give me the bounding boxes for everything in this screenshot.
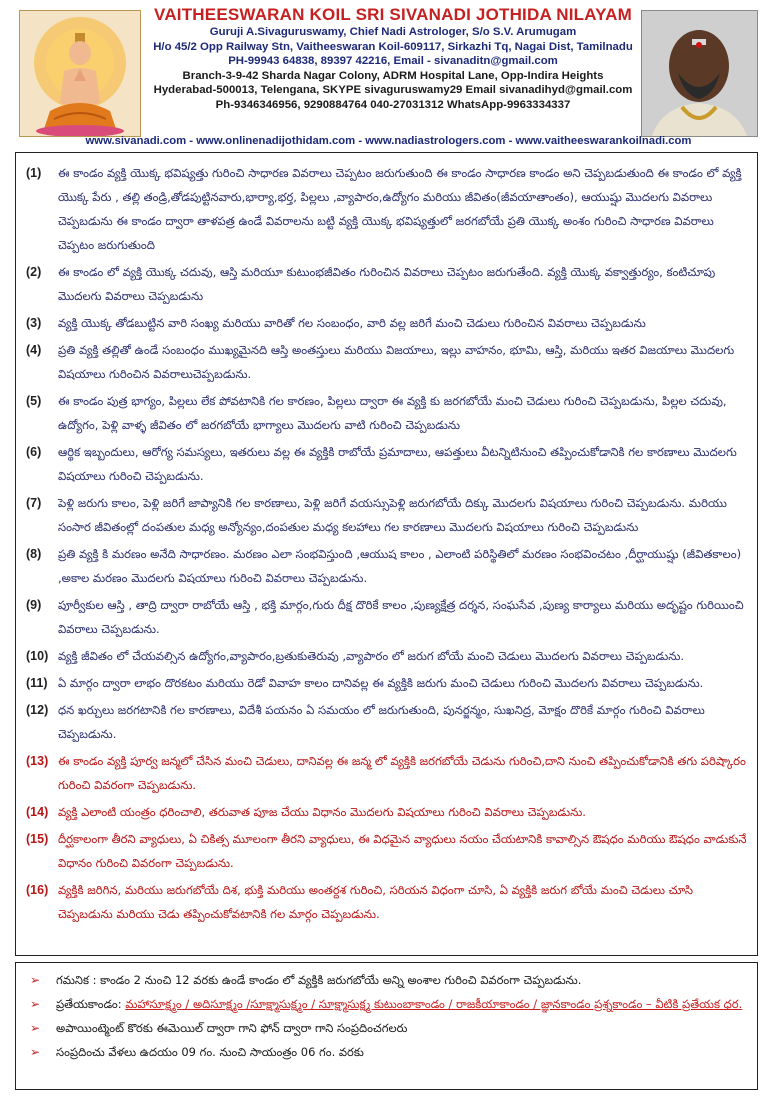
- item-text: ఏ మార్గం ద్వారా లాభం దొరకటం మరియు రెడో వివాహ కాలం దానివల్ల ఈ వ్యక్తికి జరుగు మంచి చెడులు గురించి మొదలగు వివరాలు చెప్పబడును.: [58, 676, 704, 690]
- header-title: VAITHEESWARAN KOIL SRI SIVANADI JOTHIDA NILAYAM: [154, 5, 632, 24]
- header-address-line: H/o 45/2 Opp Railway Stn, Vaitheeswaran Koil-609117, Sirkazhi Tq, Nagai Dist, Tamilnadu: [153, 40, 633, 53]
- item-text: వ్యక్తి ఎలాంటి యంత్రం ధరించాలి, తరువాత పూజ చేయు విధానం మొదలగు విషయాలు గురించి వివరాలు చెప్పబడును.: [58, 805, 586, 819]
- item-number: (12): [26, 703, 49, 717]
- item-text: ఈ కాండం లో వ్యక్తి యొక్క చదువు, ఆస్తి మరియూ కుటుంభజీవితం గురించిన వివరాలు చెప్పటం జరుగుతేంది. వ్యక్తి యొక్క వక్వాత్తుర్యం, కంటిచూపు మొదలగు వివరాలు చెప్పబడును: [58, 265, 716, 303]
- list-item: [26, 698, 747, 746]
- note-appointment: అపాయింట్మెంట్ కొరకు ఈమెయిల్ ద్వారా గాని ఫోన్ ద్వారా గాని సంప్రదించగలరు: [56, 1021, 408, 1035]
- arrow-bullet-icon: ➢: [30, 1045, 41, 1059]
- note-special-kandam: [56, 992, 747, 1016]
- item-text: పెళ్లి జరుగు కాలం, పెళ్లి జరిగే జాప్యానికి గల కారణాలు, పెళ్లి జరిగే వయస్సుపెళ్లి జరుగబోయే దిక్కు మొదలగు విషయాలు గురించి చెప్పబడును. మరియు సంసార జీవితంల్లో దంపతుల మధ్య అన్యోన్యం,దంపతుల మధ్య కలహాలు గల కారణాలు మొదలగు విషయాలు గురించి చెప్పబడును: [58, 496, 727, 534]
- item-number: (7): [26, 496, 42, 510]
- arrow-bullet-icon: ➢: [30, 1021, 41, 1035]
- list-item: [26, 311, 747, 335]
- item-text: ఆర్థిక ఇబ్బందులు, ఆరోగ్య సమస్యలు, ఇతరులు వల్ల ఈ వ్యక్తికి రాబోయే ప్రమాదాలు, ఆపత్తులు వీటన్నిటినుంచి తప్పించుకోడానికి గల కారణాలు మొదలగు విషయాలు గురించి చెప్పబడును.: [58, 445, 737, 483]
- list-item: [26, 389, 747, 437]
- header-hyderabad-line: Hyderabad-500013, Telengana, SKYPE sivaguruswamy29 Email sivanadihyd@gmail.com: [153, 84, 633, 97]
- header-guruji-line: Guruji A.Sivaguruswamy, Chief Nadi Astrologer, S/o S.V. Arumugam: [209, 26, 577, 38]
- item-number: (3): [26, 316, 42, 330]
- special-kandam-label: ప్రతేయకాండం:: [56, 997, 126, 1011]
- item-number: (6): [26, 445, 42, 459]
- item-number: (9): [26, 598, 42, 612]
- note-item: [30, 992, 747, 1016]
- item-text: ప్రతి వ్యక్తి తల్లితో ఉండే సంబంధం ముఖ్యమైనది ఆస్తి అంతస్తులు మరియు విజయాలు, ఇల్లు వాహనం, భూమి, ఆస్తి, మరియు ఇతర విజయాలు మొదలగు విషయాలు గురించిన వివరాలుచెప్పబడును.: [58, 343, 735, 381]
- list-item: [26, 644, 747, 668]
- item-number: (5): [26, 394, 42, 408]
- note-general: గమనిక : కాండం 2 నుంచి 12 వరకు ఉండే కాండం లో వ్యక్తికి జరుగబోయే అన్ని అంశాల గురించి వివరంగా చెప్పబడును.: [56, 973, 582, 987]
- arrow-bullet-icon: ➢: [30, 997, 41, 1011]
- item-number: (8): [26, 547, 42, 561]
- list-item: [26, 260, 747, 308]
- list-item: [26, 338, 747, 386]
- item-text: ప్రతి వ్యక్తి కి మరణం అనేది సాధారణం. మరణం ఎలా సంభవిస్తుంది ,ఆయుష కాలం , ఎలాంటి పరిస్థితిలో మరణం సంభవించటం ,దీర్ఘాయుష్షు (జీవితకాలం) ,అకాల మరణం మొదలగు విషయాలు గురించి వివరాలు చెప్పబడును.: [58, 547, 742, 585]
- header-branch-line: Branch-3-9-42 Sharda Nagar Colony, ADRM Hospital Lane, Opp-Indira Heights: [182, 69, 604, 82]
- list-item: [26, 161, 747, 257]
- item-text: దీర్ఘకాలంగా తీరని వ్యాధులు, ఏ చికిత్స మూలంగా తీరని వ్యాధులు, ఈ విధమైన వ్యాధులు నయం చేయటానికి కావాల్సిన ఔషధం మరియు ఔషధం వాడుకునే విధానం గురించి వివరంగా చెప్పబడును.: [58, 832, 747, 870]
- website-links: www.sivanadi.com - www.onlinenadijothidam.com - www.nadiastrologers.com - www.vaitheeswarankoilnadi.com: [85, 135, 692, 147]
- item-number: (16): [26, 883, 49, 897]
- header-text-block: [139, 4, 647, 113]
- arrow-bullet-icon: ➢: [30, 973, 41, 987]
- item-text: ఈ కాండం వ్యక్తి యొక్క భవిష్యత్తు గురించి సాధారణ వివరాలు చెప్పటం జరుగుతుంది ఈ కాండం సాధారణ కాండం అని చెప్పబడుతుంది ఈ కాండం లో వ్యక్తి యొక్క పేరు , తల్లి తండ్రి,తోడపుట్టినవారు,భార్యా,భర్త, పిల్లలు ,వ్యాపారం,ఉద్యోగం మరియు జీవితం(జీవయాతాంతం), ఆయుష్షు మొదలగు వివరాలు చెప్పబడును ఈ కాండం ద్వారా తాళపత్ర ఉండే వివరాలను బట్టి వ్యక్తి యొక్క భవిష్యత్తులో జరగబోయే ప్రతి యొక్క అంశం గురించి సాధారణ వివరాలు చెప్పటం జరుగుతుంది: [58, 166, 742, 252]
- list-item: [26, 440, 747, 488]
- deity-illustration: [20, 11, 140, 136]
- item-text: వ్యక్తి జీవితం లో చేయవల్సిన ఉద్యోగం,వ్యాపారం,బ్రతుకుతెరువు ,వ్యాపారం లో జరుగ బోయే మంచి చెడులు మొదలగు వివరాలు చెప్పబడును.: [58, 649, 685, 663]
- list-item: [26, 800, 747, 824]
- item-text: ధన ఖర్చులు జరగటానికి గల కారణాలు, విదేశీ పయనం ఏ సమయం లో జరుగుతుంది, పునర్జన్మం, సుఖనిద్ర, మోక్షం దొరికే మార్గం గురించి వివరాలు చెప్పబడును.: [58, 703, 705, 741]
- item-number: (2): [26, 265, 42, 279]
- list-item: [26, 491, 747, 539]
- item-number: (4): [26, 343, 42, 357]
- item-number: (13): [26, 754, 49, 768]
- astrologer-photo-image: [641, 10, 758, 137]
- notes-section: [15, 962, 758, 1090]
- page-header: [15, 0, 762, 140]
- list-item: [26, 749, 747, 797]
- item-number: (11): [26, 676, 48, 690]
- list-item: [26, 671, 747, 695]
- item-text: వ్యక్తికి జరిగిన, మరియు జరుగబోయే దిశ, భుక్తి మరియు అంతర్దశ గురించి, సరియన విధంగా చూసి, ఏ వ్యక్తికి జరుగ బోయే మంచి చెడులు చూసి చెప్పబడును మరియు చెడు తప్పించుకోవటానికి గల మార్గం చెప్పబడును.: [58, 883, 693, 921]
- header-branch-phone-line: Ph-9346346956, 9290884764 040-27031312 WhatsApp-9963334337: [215, 98, 571, 111]
- deity-portrait-image: [19, 10, 141, 137]
- kandam-list: [15, 152, 758, 956]
- header-phone-line: PH-99943 64838, 89397 42216, Email - sivanaditn@gmail.com: [228, 55, 558, 68]
- astrologer-illustration: [642, 11, 757, 136]
- list-item: [26, 542, 747, 590]
- list-item: [26, 827, 747, 875]
- list-item: [26, 878, 747, 926]
- item-text: ఈ కాండం వ్యక్తి పూర్వ జన్మలో చేసిన మంచి చెడులు, దానివల్ల ఈ జన్మ లో వ్యక్తికి జరగబోయే చెడును గురించి,దాని నుంచి తప్పించుకోడానికి తగు పరిష్కారం గురించి వివరంగా చెప్పబడును.: [58, 754, 746, 792]
- note-item: [30, 1040, 747, 1064]
- item-text: ఈ కాండం పుత్ర భాగ్యం, పిల్లలు లేక పోవటానికి గల కారణం, పిల్లలు ద్వారా ఈ వ్యక్తి కు జరగబోయే మంచి చెడులు గురించి చెప్పబడును, పిల్లల చదువు, ఉద్యోగం, పెళ్లి వాళ్ళ జీవితం లో జరగబోయే భాగ్యాలు మొదలగు వాటి గురించి చెప్పబడును: [58, 394, 727, 432]
- note-item: [30, 968, 747, 992]
- item-number: (14): [26, 805, 49, 819]
- note-timings: సంప్రదించు వేళలు ఉదయం 09 గం. నుంచి సాయంత్రం 06 గం. వరకు: [56, 1045, 364, 1059]
- item-text: వ్యక్తి యొక్క తోడబుట్టిన వారి సంఖ్య మరియు వారితో గల సంబంధం, వారి వల్ల జరిగే మంచి చెడులు గురించిన వివరాలు చెప్పబడును: [58, 316, 646, 330]
- note-item: [30, 1016, 747, 1040]
- list-item: [26, 593, 747, 641]
- item-text: పూర్వీకుల ఆస్తి , తాద్రి ద్వారా రాబోయే ఆస్తి , భక్తి మార్గం,గురు దీక్ష దొరికే కాలం ,పుణ్యక్షేత్ర దర్శన, సంఘసేవ ,పుణ్య కార్యాలు మరియు అదృష్టం గురియించి వివరాలు చెప్పబడును.: [58, 598, 744, 636]
- item-number: (15): [26, 832, 49, 846]
- item-number: (1): [26, 166, 42, 180]
- special-kandam-list: మహాసూక్ష్మం / అదిసూక్ష్మం /సూక్ష్మాసుక్ష్మం / సూక్ష్మాసుక్ష్మ కుటుంబాకాండం / రాజకీయాకాండం / జ్ఞానకాండం ప్రశ్నకాండం – వీటికి ప్రతేయక ధర.: [125, 997, 743, 1011]
- item-number: (10): [26, 649, 49, 663]
